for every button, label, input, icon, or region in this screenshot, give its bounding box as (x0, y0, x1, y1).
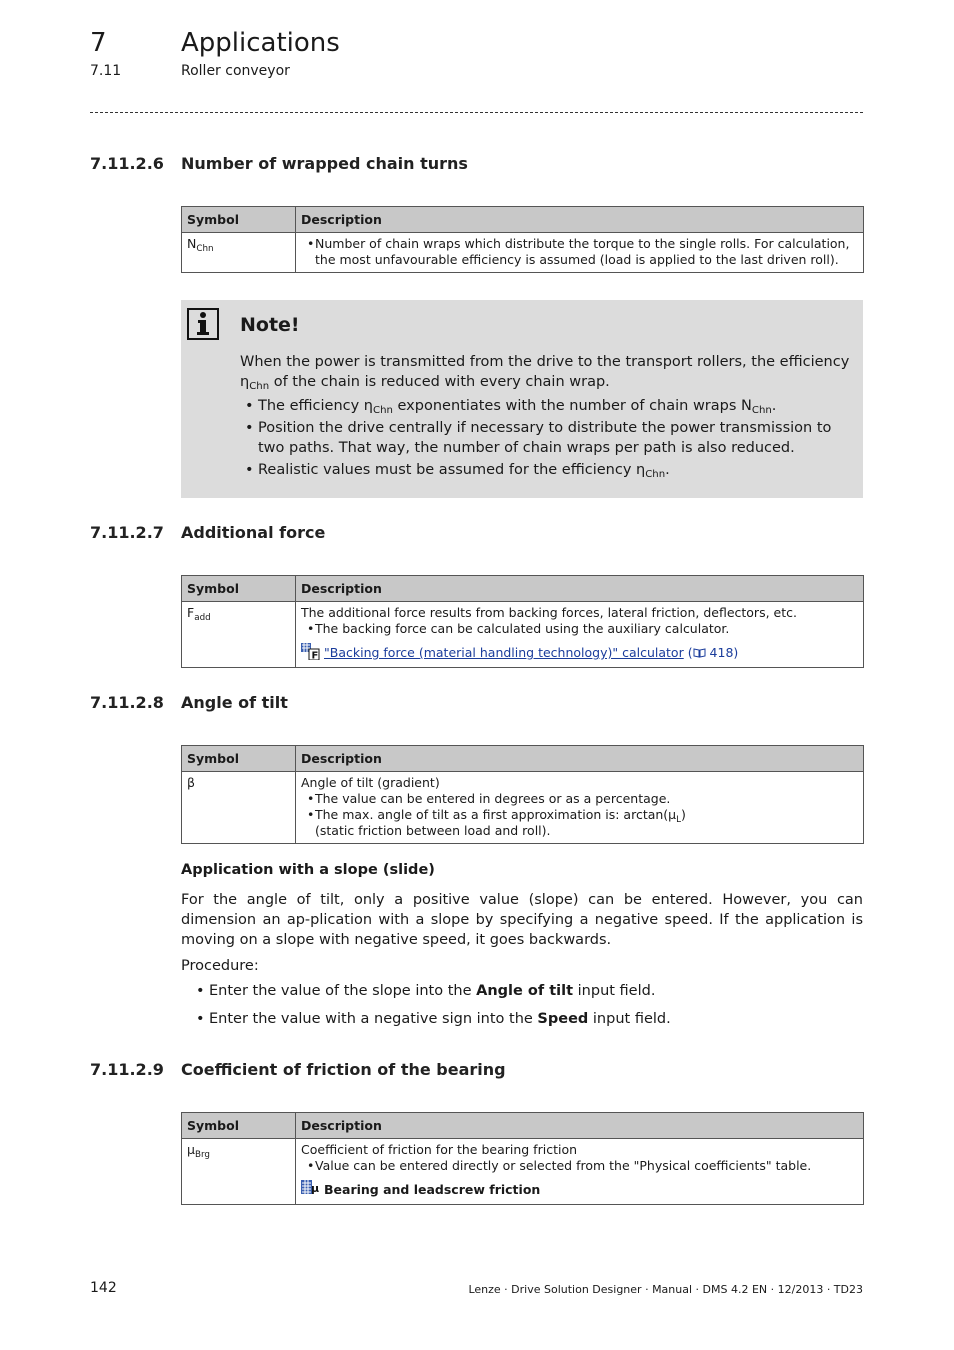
chapter-number: 7 (90, 28, 107, 58)
description-cell (296, 772, 864, 844)
calculator-link-row[interactable]: F "Backing force (material handling technology)" calculator ( 418) (301, 643, 858, 661)
symbol-cell: $F_{add}$ (182, 602, 296, 668)
bearing-friction-table-link[interactable]: Bearing and leadscrew friction (324, 1182, 541, 1197)
description-cell (296, 1139, 864, 1205)
note-title: Note! (240, 314, 300, 336)
calculator-icon (301, 643, 320, 660)
paragraph: For the angle of tilt, only a positive value (slope) can be entered. However, you can dimension an ap-plication with a slope by specifying a negative speed. If the application is moving on a slope with negative speed, it goes backwards. (181, 892, 863, 948)
symbol-table-chain-turns (181, 206, 864, 273)
description-cell (296, 602, 864, 668)
svg-text:F: F (311, 650, 319, 660)
symbol-table-angle-of-tilt (181, 745, 864, 844)
note-bullet: • The efficiency $\eta_{Chn}$ exponentiates with the number of chain wraps $N_{Chn}$. (240, 396, 850, 416)
page-reference[interactable]: 418) (705, 645, 739, 660)
friction-table-link-row[interactable] (301, 1180, 858, 1198)
book-icon (693, 645, 706, 660)
note-bullet: • Position the drive centrally if necessary to distribute the power transmission to two paths. That way, the number of chain wraps per path is also reduced. (240, 418, 850, 458)
heading-number: 7.11.2.7 (90, 523, 164, 542)
description-text: The additional force results from backing forces, lateral friction, deflectors, etc. (301, 605, 797, 620)
description-bullet: • The value can be entered in degrees or as a percentage. (301, 791, 858, 807)
col-header-description: Description (296, 746, 864, 772)
description-cell (296, 233, 864, 273)
col-header-description: Description (296, 1113, 864, 1139)
document-info: Lenze · Drive Solution Designer · Manual · DMS 4.2 EN · 12/2013 · TD23 (468, 1283, 863, 1296)
description-bullet: • The backing force can be calculated using the auxiliary calculator. (301, 621, 858, 637)
heading-title: Number of wrapped chain turns (181, 154, 468, 173)
col-header-description: Description (296, 576, 864, 602)
note-bullet: • Realistic values must be assumed for the efficiency $\eta_{Chn}$. (240, 460, 850, 480)
note-intro: When the power is transmitted from the drive to the transport rollers, the efficiency $\eta_{Chn}$ of the chain is reduced with every chain wrap. (240, 354, 850, 392)
description-text: Angle of tilt (gradient) (301, 775, 440, 790)
procedure-label: Procedure: (181, 958, 259, 974)
section-title: Roller conveyor (181, 63, 290, 79)
chapter-title: Applications (181, 28, 340, 58)
heading-title: Additional force (181, 523, 326, 542)
note-box (181, 300, 863, 498)
header-divider (90, 112, 863, 113)
description-bullet: • Value can be entered directly or selected from the "Physical coefficients" table. (301, 1158, 858, 1174)
info-icon (187, 308, 219, 340)
col-header-description: Description (296, 207, 864, 233)
description-text: Coefficient of friction for the bearing friction (301, 1142, 578, 1157)
col-header-symbol: Symbol (182, 576, 296, 602)
col-header-symbol: Symbol (182, 746, 296, 772)
heading-number: 7.11.2.6 (90, 154, 164, 173)
col-header-symbol: Symbol (182, 1113, 296, 1139)
section-number: 7.11 (90, 63, 122, 79)
heading-number: 7.11.2.9 (90, 1060, 164, 1079)
symbol-cell: $\mu_{Brg}$ (182, 1139, 296, 1205)
symbol-table-bearing-friction (181, 1112, 864, 1205)
col-header-symbol: Symbol (182, 207, 296, 233)
svg-text:μ: μ (311, 1182, 320, 1195)
procedure-step: • Enter the value with a negative sign into the Speed input field. (196, 1011, 671, 1027)
note-body (240, 352, 850, 482)
page-number: 142 (90, 1280, 117, 1296)
backing-force-calculator-link[interactable]: "Backing force (material handling technology)" calculator (324, 645, 684, 660)
subheading: Application with a slope (slide) (181, 862, 435, 878)
description-bullet: • Number of chain wraps which distribute the torque to the single rolls. For calculation, the most unfavourable efficiency is assumed (load is applied to the last driven roll). (301, 236, 858, 268)
heading-number: 7.11.2.8 (90, 693, 164, 712)
procedure-step: • Enter the value of the slope into the Angle of tilt input field. (196, 983, 655, 999)
table-icon (301, 1180, 320, 1197)
description-bullet: • The max. angle of tilt as a first approximation is: $\arctan(\mu_L)$ (static friction between load and roll). (301, 807, 858, 839)
symbol-table-additional-force (181, 575, 864, 668)
symbol-cell: $N_{Chn}$ (182, 233, 296, 273)
heading-title: Angle of tilt (181, 693, 288, 712)
symbol-cell: β (182, 772, 296, 844)
heading-title: Coefficient of friction of the bearing (181, 1060, 506, 1079)
